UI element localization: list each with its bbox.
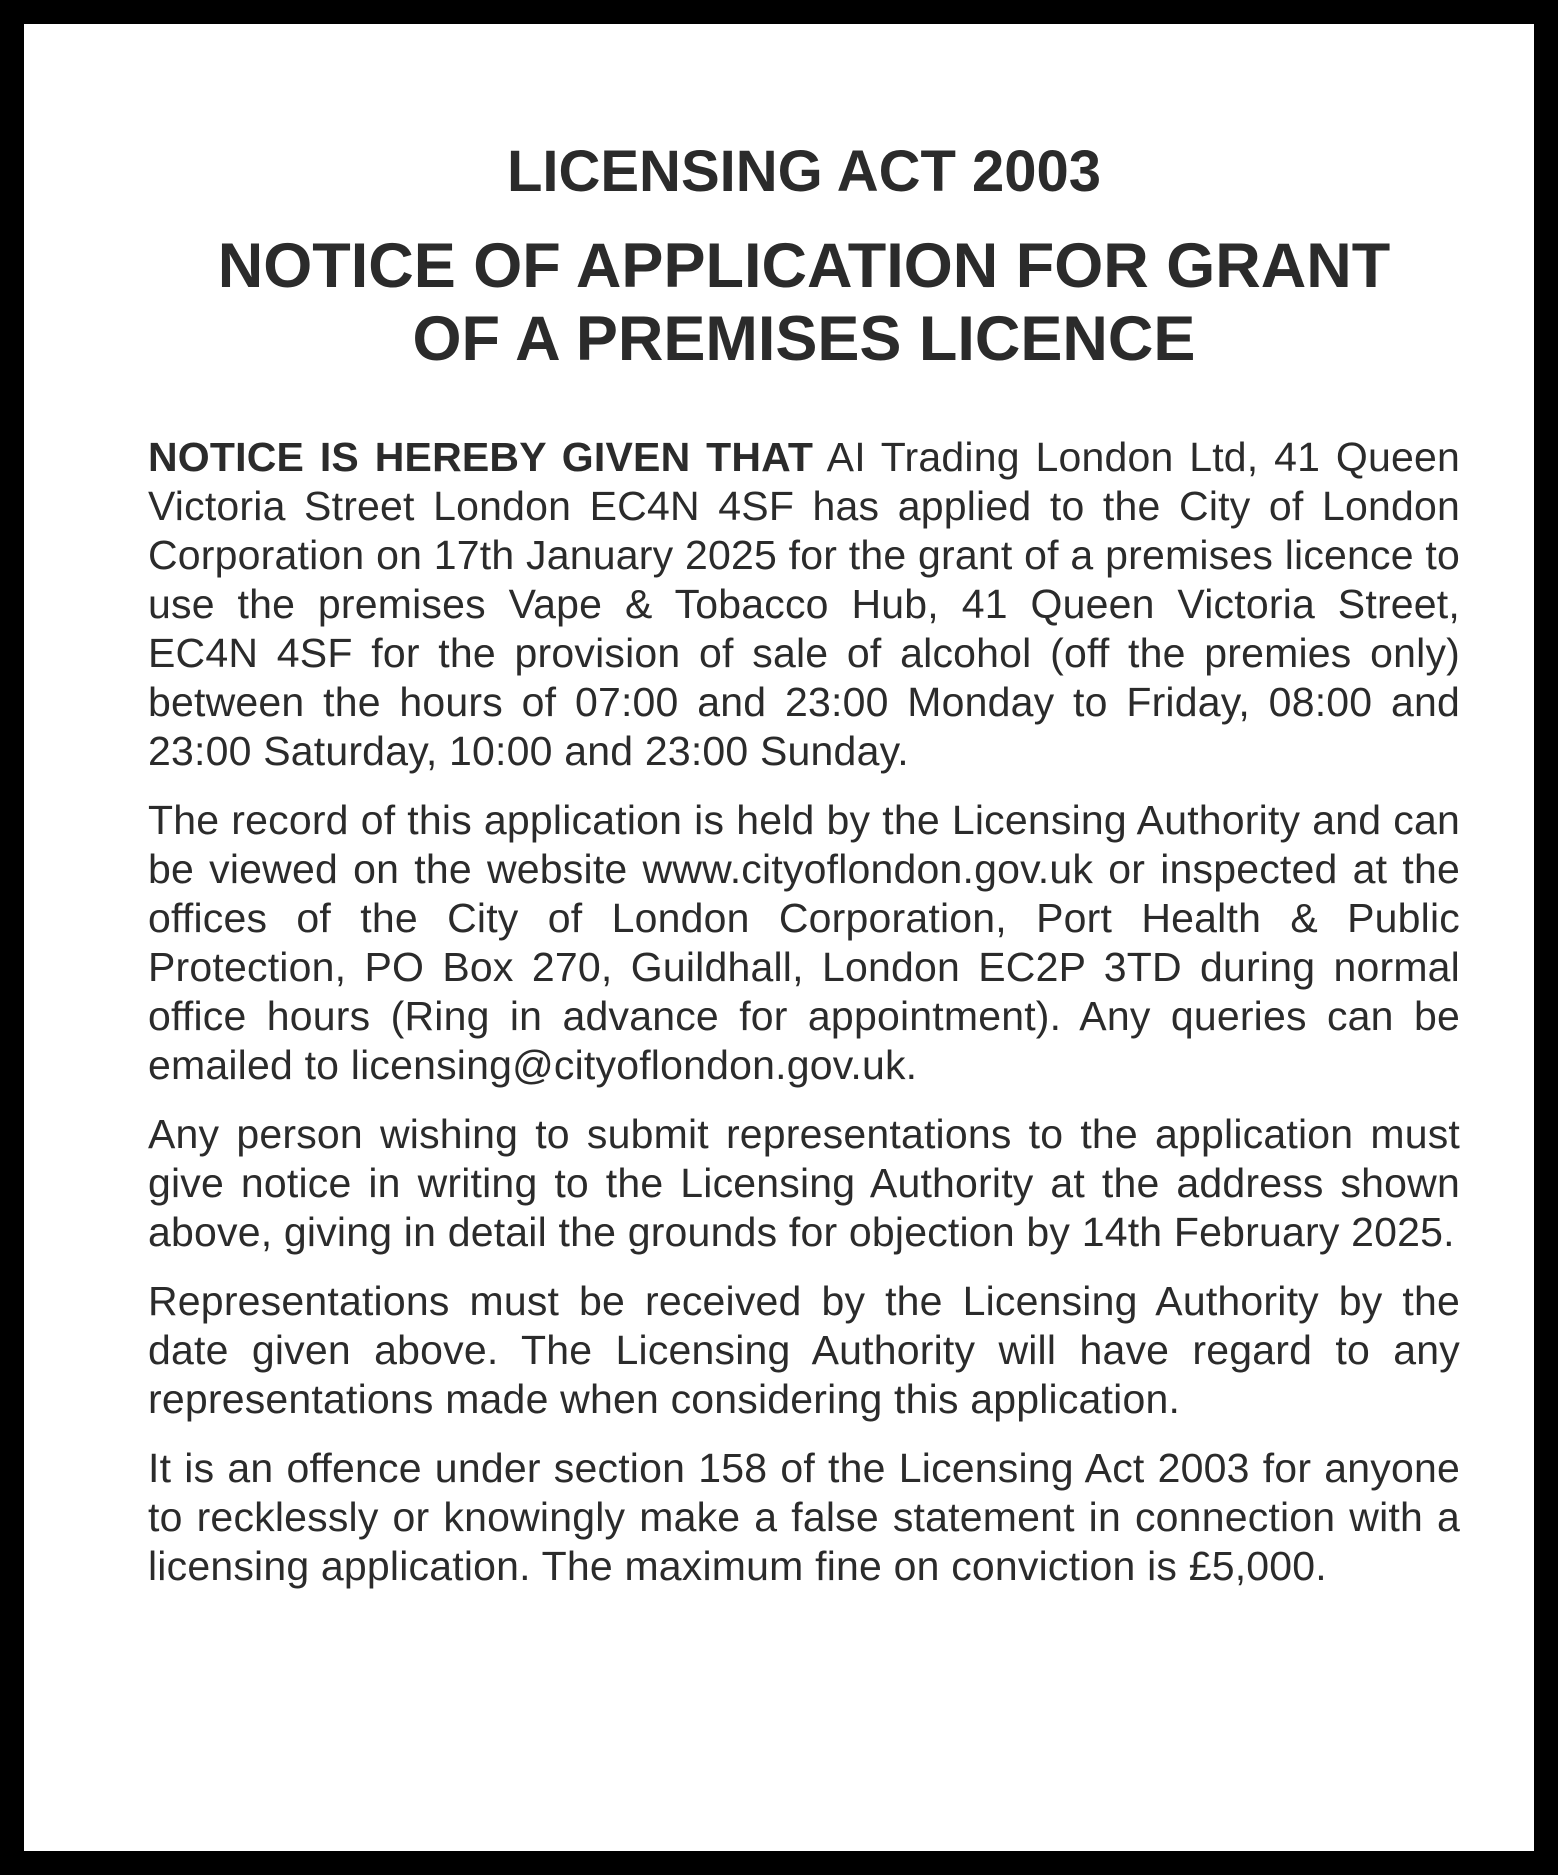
notice-title: LICENSING ACT 2003 xyxy=(506,139,1102,204)
notice-subtitle xyxy=(148,230,1460,376)
notice-body xyxy=(148,433,1460,1591)
application-details-text: AI Trading London Ltd, 41 Queen Victoria Street London EC4N 4SF has applied to the City of London Corporation on 17th January 2025 for the grant of a premises licence to use the premises Vape & Tobacco Hub, 41 Queen Victoria Street, EC4N 4SF for the provision of sale of alcohol (off the premies only) between the hours of 07:00 and 23:00 Monday to Friday, 08:00 and 23:00 Saturday, 10:00 and 23:00 Sunday. xyxy=(148,434,1460,774)
notice-content xyxy=(148,124,1460,1611)
representation-deadline-paragraph: Any person wishing to submit representations to the application must give notice in writing to the Licensing Authority at the address shown above, giving in detail the grounds for objection by 14th February 2025. xyxy=(148,1111,1460,1255)
record-inspection-paragraph: The record of this application is held by the Licensing Authority and can be viewed on the website www.cityoflondon.gov.uk or inspected at the offices of the City of London Corporation, Port Health & Public Protection, PO Box 270, Guildhall, London EC2P 3TD during normal office hours (Ring in advance for appointment). Any queries can be emailed to licensing@cityoflondon.gov.uk. xyxy=(148,797,1460,1088)
offence-warning-paragraph: It is an offence under section 158 of the Licensing Act 2003 for anyone to recklessly or knowingly make a false statement in connection with a licensing application. The maximum fine on conviction is £5,000. xyxy=(148,1445,1460,1589)
application-paragraph xyxy=(148,433,1460,776)
notice-subtitle-line-2: OF A PREMISES LICENCE xyxy=(412,304,1196,374)
representation-receipt-paragraph: Representations must be received by the Licensing Authority by the date given above. The Licensing Authority will have regard to any representations made when considering this application. xyxy=(148,1278,1460,1422)
notice-lead-text: NOTICE IS HEREBY GIVEN THAT xyxy=(148,434,814,480)
notice-subtitle-line-1: NOTICE OF APPLICATION FOR GRANT xyxy=(217,231,1391,301)
